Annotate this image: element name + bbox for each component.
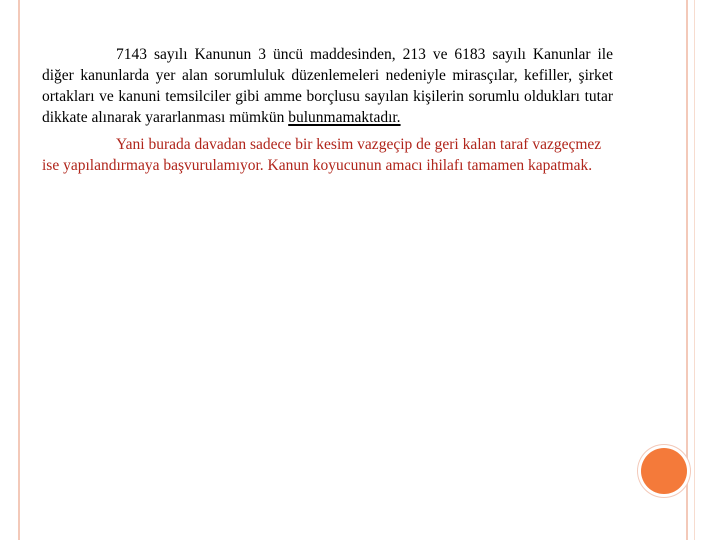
- accent-circle-decoration: [641, 448, 687, 494]
- main-paragraph-text: 7143 sayılı Kanunun 3 üncü maddesinden, 213 ve 6183 sayılı Kanunlar ile diğer kanunlarda yer alan sorumluluk düzenlemeleri nedeniyle mirasçılar, kefiller, şirket ortakları ve kanuni temsilciler gibi amme borçlusu sayılan kişilerin sorumlu oldukları tutar dikkate alınarak yararlanması mümkün: [42, 46, 613, 126]
- comment-paragraph: Yani burada davadan sadece bir kesim vazgeçip de geri kalan taraf vazgeçmez ise yapılandırmaya başvurulamıyor. Kanun koyucunun amacı ihilafı tamamen kapatmak.: [42, 136, 602, 174]
- main-paragraph-underlined-text: bulunmamaktadır.: [288, 109, 401, 126]
- slide-frame-right-inner-line: [694, 0, 695, 540]
- slide-content: [42, 44, 613, 176]
- main-paragraph: [42, 44, 613, 128]
- slide-frame-right-line: [686, 0, 688, 540]
- slide-frame-left-line: [18, 0, 20, 540]
